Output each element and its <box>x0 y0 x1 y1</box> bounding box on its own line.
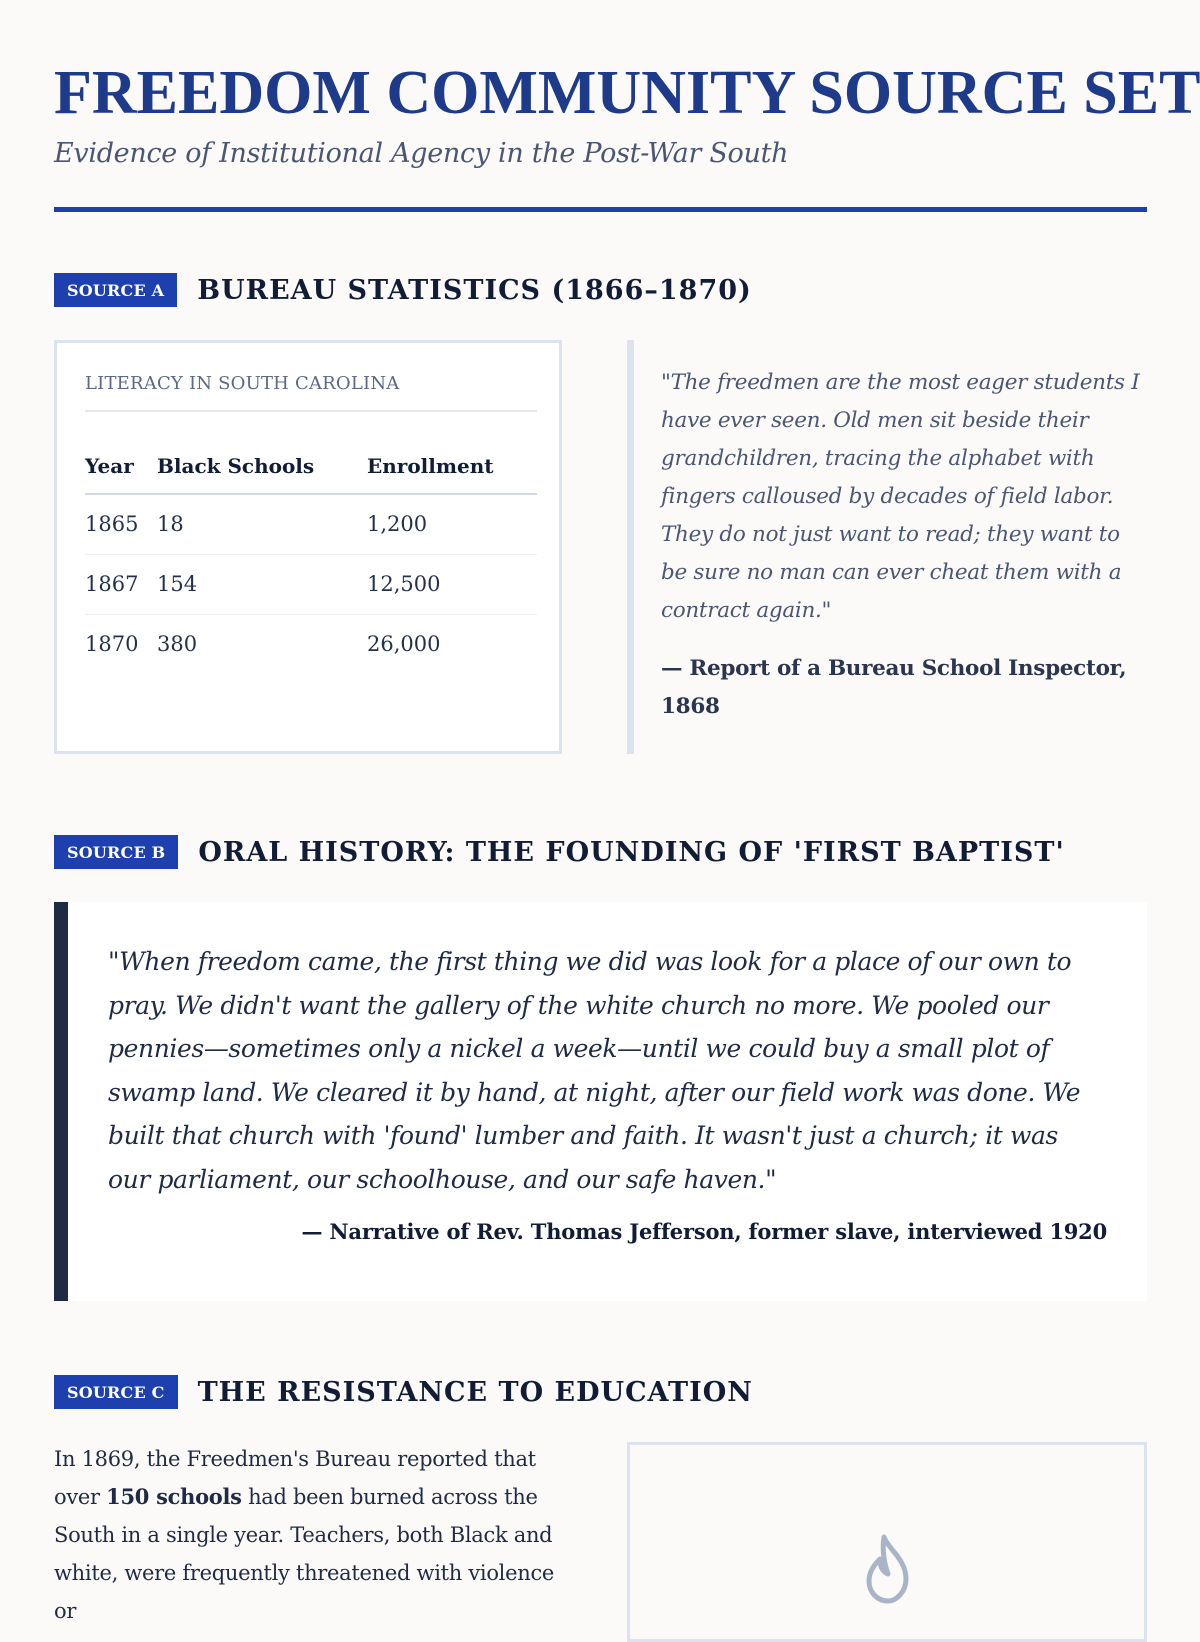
literacy-stats-card <box>54 340 562 754</box>
resistance-paragraph <box>54 1440 574 1630</box>
cell-year: 1867 <box>85 555 157 615</box>
cell-schools: 380 <box>157 632 198 656</box>
cell-schools: 18 <box>157 494 367 555</box>
column-header-year: Year <box>85 438 157 494</box>
source-b-badge: SOURCE B <box>54 835 178 869</box>
cell-year: 1870 <box>85 632 139 656</box>
cell-enrollment: 26,000 <box>367 632 441 656</box>
table-row <box>85 494 537 555</box>
resistance-text-end: had been burned across the South in a single year. Teachers, both Black and white, were frequently threatened with violence or <box>54 1485 555 1623</box>
table-row <box>85 615 537 675</box>
source-a-header <box>54 273 752 307</box>
oral-history-citation: — Narrative of Rev. Thomas Jefferson, former slave, interviewed 1920 <box>301 1219 1107 1244</box>
oral-history-text: "When freedom came, the first thing we did was look for a place of our own to pray. We didn't want the gallery of the white church no more. We pooled our pennies—sometimes only a nickel a week—until we could buy a small plot of swamp land. We cleared it by hand, at night, after our field work was done. We built that church with 'found' lumber and faith. It wasn't just a church; it was our parliament, our schoolhouse, and our safe haven." <box>108 947 1081 1194</box>
source-a-badge: SOURCE A <box>54 273 177 307</box>
resistance-text-highlight: 150 schools <box>106 1484 242 1509</box>
column-header-enrollment: Enrollment <box>367 438 537 494</box>
source-b-header <box>54 835 1065 869</box>
cell-year: 1865 <box>85 494 157 555</box>
page-subtitle: Evidence of Institutional Agency in the Post-War South <box>54 138 789 169</box>
flame-icon <box>860 1533 916 1605</box>
page-title: FREEDOM COMMUNITY SOURCE SET <box>54 59 1200 127</box>
inspector-quote-citation: — Report of a Bureau School Inspector, 1868 <box>661 656 1127 719</box>
source-c-header <box>54 1375 753 1409</box>
table-header-row <box>85 438 537 494</box>
cell-enrollment: 1,200 <box>367 494 537 555</box>
source-c-title: THE RESISTANCE TO EDUCATION <box>197 1376 753 1408</box>
literacy-table <box>85 438 537 674</box>
resistance-text-start: In 1869, the Freedmen's Bureau reported that over <box>54 1447 536 1509</box>
header-divider <box>54 207 1147 212</box>
source-b-title: ORAL HISTORY: THE FOUNDING OF 'FIRST BAPTIST' <box>198 836 1065 868</box>
stats-card-label: LITERACY IN SOUTH CAROLINA <box>85 373 537 412</box>
cell-schools: 154 <box>157 555 367 615</box>
image-placeholder <box>627 1442 1147 1642</box>
inspector-quote-text: "The freedmen are the most eager students I have ever seen. Old men sit beside their grandchildren, tracing the alphabet with fingers calloused by decades of field labor. They do not just want to read; they want to be sure no man can ever cheat them with a contract again." <box>661 370 1140 623</box>
source-c-badge: SOURCE C <box>54 1375 178 1409</box>
oral-history-quote <box>54 902 1147 1301</box>
cell-enrollment: 12,500 <box>367 555 537 615</box>
source-a-title: BUREAU STATISTICS (1866–1870) <box>197 274 752 306</box>
column-header-schools: Black Schools <box>157 438 367 494</box>
table-row <box>85 555 537 615</box>
inspector-quote <box>627 340 1147 754</box>
